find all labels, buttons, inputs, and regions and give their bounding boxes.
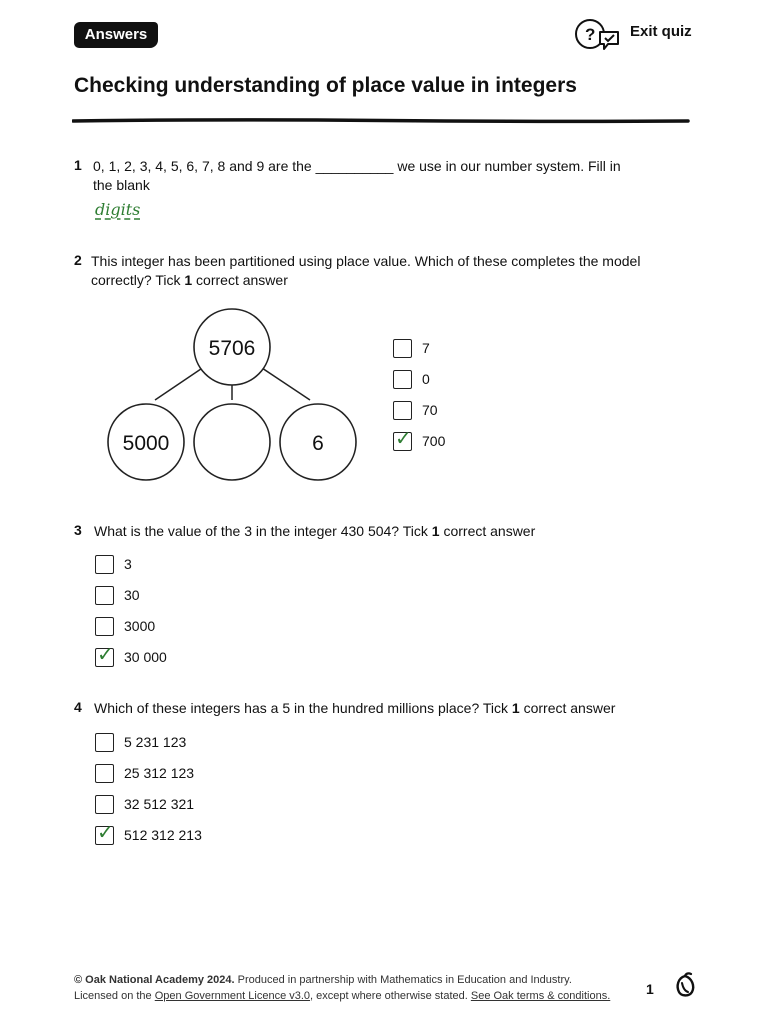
exit-quiz-header — [574, 18, 692, 52]
question-4-number: 4 — [74, 699, 82, 715]
question-2-text — [91, 252, 640, 290]
question-3-option[interactable] — [95, 583, 140, 607]
footer-credits — [74, 972, 610, 1004]
question-4-option[interactable] — [95, 823, 202, 847]
question-1-text — [93, 157, 621, 195]
question-2-number: 2 — [74, 252, 82, 268]
question-2-option[interactable] — [393, 336, 430, 360]
part-whole-model — [100, 300, 370, 490]
question-1-line1: 0, 1, 2, 3, 4, 5, 6, 7, 8 and 9 are the __________ we use in our number system. Fill in — [93, 158, 621, 174]
option-label: 3 — [124, 556, 132, 572]
option-checkbox[interactable] — [95, 764, 114, 783]
question-1-number: 1 — [74, 157, 82, 173]
footer-line-1: © Oak National Academy 2024. Produced in partnership with Mathematics in Education and Industry. — [74, 974, 572, 986]
option-label: 30 — [124, 587, 140, 603]
tick-icon: ✓ — [97, 821, 114, 844]
model-part-middle-circle — [194, 404, 270, 480]
question-3-option[interactable] — [95, 645, 167, 669]
answers-badge: Answers — [74, 22, 158, 48]
option-label: 700 — [422, 433, 446, 449]
quiz-speech-icon — [574, 18, 622, 52]
question-4-option[interactable] — [95, 792, 194, 816]
model-whole-value: 5706 — [208, 337, 256, 360]
option-checkbox[interactable] — [95, 733, 114, 752]
option-label: 25 312 123 — [124, 765, 195, 781]
option-checkbox[interactable] — [393, 339, 412, 358]
option-label: 0 — [422, 371, 430, 387]
page-title: Checking understanding of place value in integers — [74, 74, 577, 97]
option-checkbox[interactable] — [95, 821, 114, 845]
question-2-line1: This integer has been partitioned using place value. Which of these completes the model — [91, 253, 641, 269]
quiz-type-label: Exit quiz — [630, 23, 692, 40]
licence-link[interactable]: Open Government Licence v3.0 — [154, 990, 311, 1002]
oak-acorn-logo-icon — [673, 972, 697, 1000]
question-2-option[interactable] — [393, 367, 430, 391]
option-label: 30 000 — [124, 649, 167, 665]
svg-text:?: ? — [585, 25, 596, 44]
question-2-line2: correctly? Tick 1 correct answer — [91, 272, 288, 288]
tick-icon: ✓ — [395, 427, 412, 450]
option-checkbox[interactable] — [393, 401, 412, 420]
question-4-option[interactable] — [95, 761, 194, 785]
terms-link[interactable]: See Oak terms & conditions. — [470, 990, 611, 1002]
option-checkbox[interactable] — [95, 795, 114, 814]
model-part-left-value: 5000 — [122, 432, 170, 455]
title-divider — [72, 116, 690, 126]
question-2-option[interactable] — [393, 398, 438, 422]
footer-line-2: Licensed on the Open Government Licence v3.0, except where otherwise stated. See Oak terms & conditions. — [74, 990, 611, 1002]
option-label: 7 — [422, 340, 430, 356]
page-number: 1 — [646, 981, 654, 997]
option-checkbox[interactable] — [393, 427, 412, 451]
option-label: 70 — [422, 402, 438, 418]
question-4-option[interactable] — [95, 730, 186, 754]
option-label: 3000 — [124, 618, 156, 634]
option-checkbox[interactable] — [393, 370, 412, 389]
question-4-text: Which of these integers has a 5 in the hundred millions place? Tick 1 correct answer — [94, 700, 616, 716]
option-checkbox[interactable] — [95, 555, 114, 574]
model-part-right-value: 6 — [312, 432, 324, 455]
option-label: 512 312 213 — [124, 827, 202, 843]
tick-icon: ✓ — [97, 643, 114, 666]
question-3-number: 3 — [74, 522, 82, 538]
question-2-option[interactable] — [393, 429, 445, 453]
question-3-text: What is the value of the 3 in the integer 430 504? Tick 1 correct answer — [94, 523, 536, 539]
option-checkbox[interactable] — [95, 643, 114, 667]
option-label: 5 231 123 — [124, 734, 187, 750]
question-3-option[interactable] — [95, 614, 155, 638]
question-1-line2: the blank — [93, 177, 150, 193]
option-checkbox[interactable] — [95, 617, 114, 636]
question-1-answer: digits — [95, 200, 141, 219]
question-3-option[interactable] — [95, 552, 132, 576]
option-label: 32 512 321 — [124, 796, 195, 812]
option-checkbox[interactable] — [95, 586, 114, 605]
